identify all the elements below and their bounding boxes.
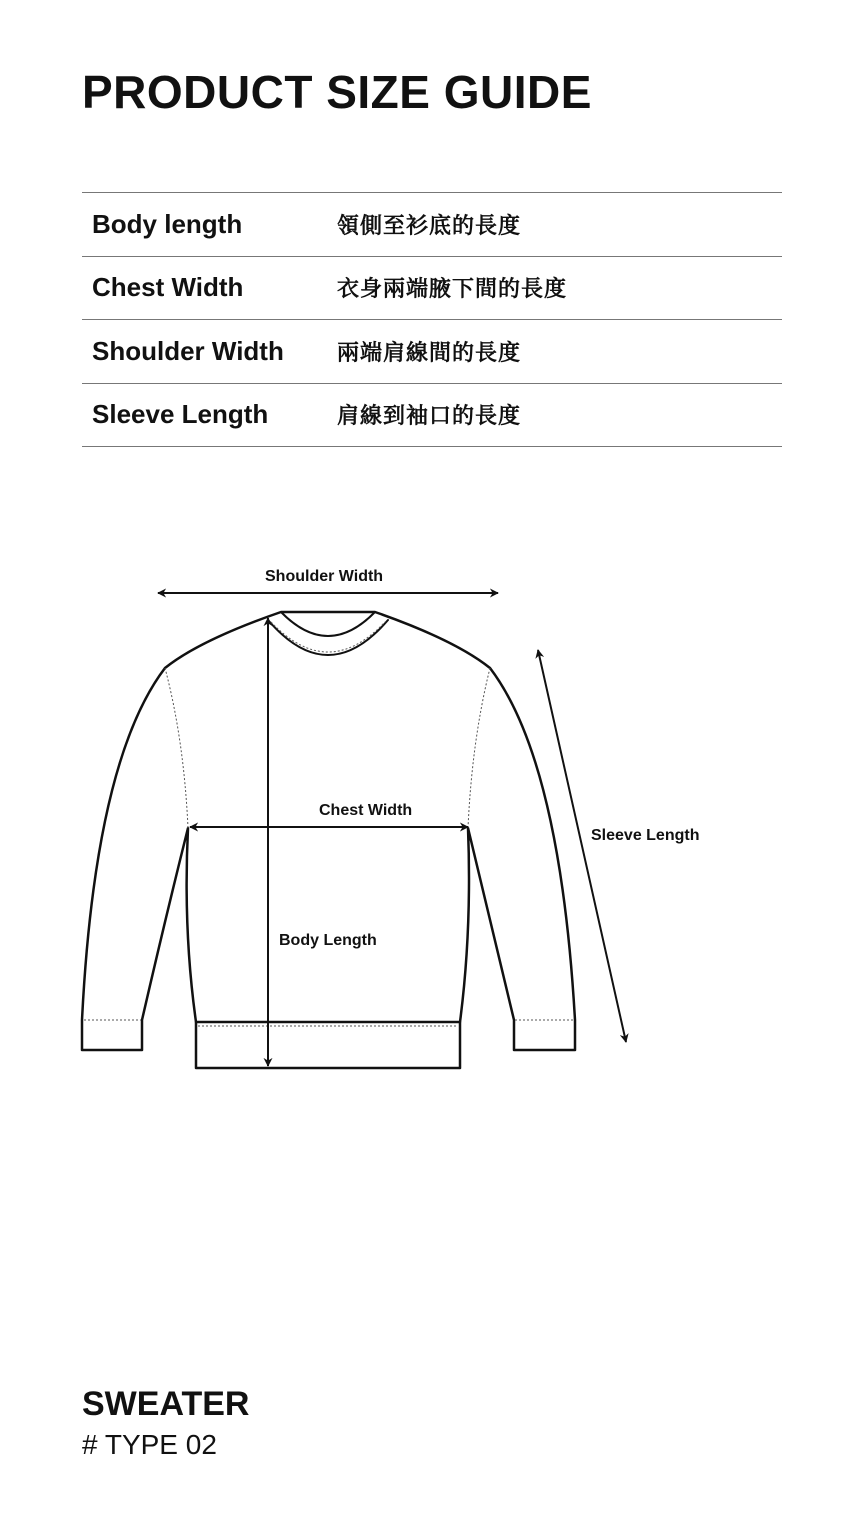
term-chest-width: Chest Width — [92, 272, 244, 303]
label-chest-width: Chest Width — [319, 802, 413, 819]
table-row — [82, 384, 782, 448]
product-type: # TYPE 02 — [82, 1429, 217, 1460]
label-body-length: Body Length — [279, 932, 377, 949]
measurement-arrows — [158, 593, 626, 1066]
sweater-measurement-diagram — [0, 540, 864, 1100]
label-shoulder-width: Shoulder Width — [265, 568, 384, 585]
term-shoulder-width: Shoulder Width — [92, 335, 284, 366]
table-row — [82, 320, 782, 384]
table-row — [82, 257, 782, 321]
page-title: PRODUCT SIZE GUIDE — [82, 66, 592, 118]
desc-shoulder-width: 兩端肩線間的長度 — [337, 340, 522, 366]
table-row — [82, 193, 782, 257]
desc-chest-width: 衣身兩端腋下間的長度 — [337, 277, 568, 303]
term-sleeve-length: Sleeve Length — [92, 399, 269, 430]
term-body-length: Body length — [92, 208, 243, 239]
sweater-outline — [82, 612, 575, 1068]
size-definition-table — [82, 192, 782, 447]
product-name: SWEATER — [82, 1385, 250, 1423]
desc-sleeve-length: 肩線到袖口的長度 — [337, 404, 522, 430]
label-sleeve-length: Sleeve Length — [591, 827, 700, 844]
desc-body-length: 領側至衫底的長度 — [337, 213, 522, 239]
sleeve-length-arrow — [538, 650, 626, 1042]
